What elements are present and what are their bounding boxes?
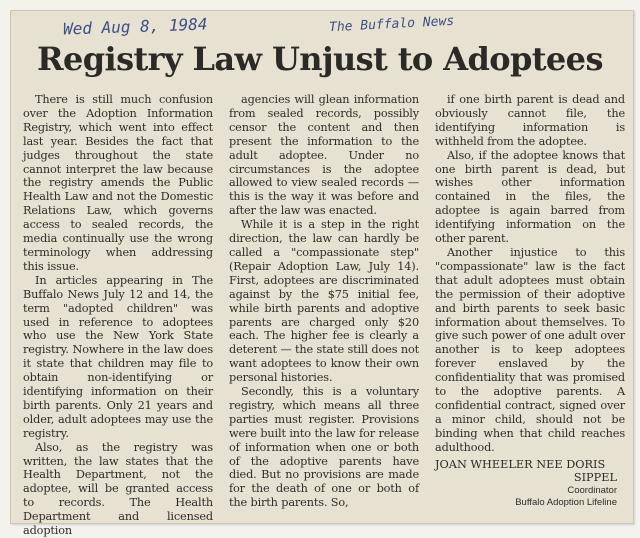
- column-3: [435, 93, 625, 538]
- paragraph: Secondly, this is a voluntary registry, which means all three parties must register. Provisions were built into the law for release of information when one or both of the adoptive parents have died. But no provisions are made for the death of one or both of the birth parents. So,: [229, 385, 419, 510]
- headline: Registry Law Unjust to Adoptees: [37, 40, 603, 78]
- signature-title: Coordinator: [567, 485, 617, 497]
- signature-name: JOAN WHEELER NEE DORIS: [435, 457, 606, 471]
- paragraph: if one birth parent is dead and obviously cannot file, the identifying information is withheld from the adoptee.: [435, 93, 625, 148]
- column-1: [23, 93, 213, 538]
- column-2: [229, 93, 419, 538]
- signature: [435, 458, 625, 510]
- paragraph: Another injustice to this "compassionate" law is the fact that adult adoptees must obtain the permission of their adoptive and birth parents to seek basic information about themselves. To give such power of one adult over another is to keep adoptees forever enslaved by the confidentiality that was promised to the adoptive parents. A confidential contract, signed over a minor child, should not be binding when that child reaches adulthood.: [435, 245, 625, 454]
- paragraph: There is still much confusion over the Adoption Information Registry, which went into effect last year. Besides the fact that judges throughout the state cannot interpret the law because the registry amends the Public Health Law and not the Domestic Relations Law, which governs access to sealed records, the media continually use the wrong terminology when addressing this issue.: [23, 93, 213, 273]
- signature-organization: Buffalo Adoption Lifeline: [515, 497, 617, 509]
- handwritten-date: Wed Aug 8, 1984: [62, 14, 208, 39]
- newspaper-clipping: [10, 10, 634, 538]
- handwritten-newspaper-name: The Buffalo News: [328, 13, 455, 36]
- paragraph: While it is a step in the right direction, the law can hardly be called a "compassionate step" (Repair Adoption Law, July 14). First, adoptees are discriminated against by the $75 initial fee, while birth parents and adoptive parents are charged only $20 each. The higher fee is clearly a deterent — the state still does not want adoptees to know their own personal histories.: [229, 218, 419, 385]
- paragraph: Also, as the registry was written, the law states that the Health Department, not the adoptee, will be granted access to records. The Health Department and licensed adoption: [23, 440, 213, 538]
- article-body: [23, 93, 625, 538]
- paragraph: agencies will glean information from sealed records, possibly censor the content and then present the information to the adult adoptee. Under no circumstances is the adoptee allowed to view sealed records — this is the way it was before and after the law was enacted.: [229, 93, 419, 218]
- signature-name-continued: SIPPEL: [573, 471, 617, 485]
- paragraph: Also, if the adoptee knows that one birth parent is dead, but wishes other information contained in the files, the adoptee is again barred from identifying information on the other parent.: [435, 148, 625, 246]
- paragraph: In articles appearing in The Buffalo News July 12 and 14, the term "adopted children" was used in reference to adoptees who use the New York State registry. Nowhere in the law does it state that children may file to obtain non-identifying or identifying information on their birth parents. Only 21 years and older, adult adoptees may use the registry.: [23, 273, 213, 440]
